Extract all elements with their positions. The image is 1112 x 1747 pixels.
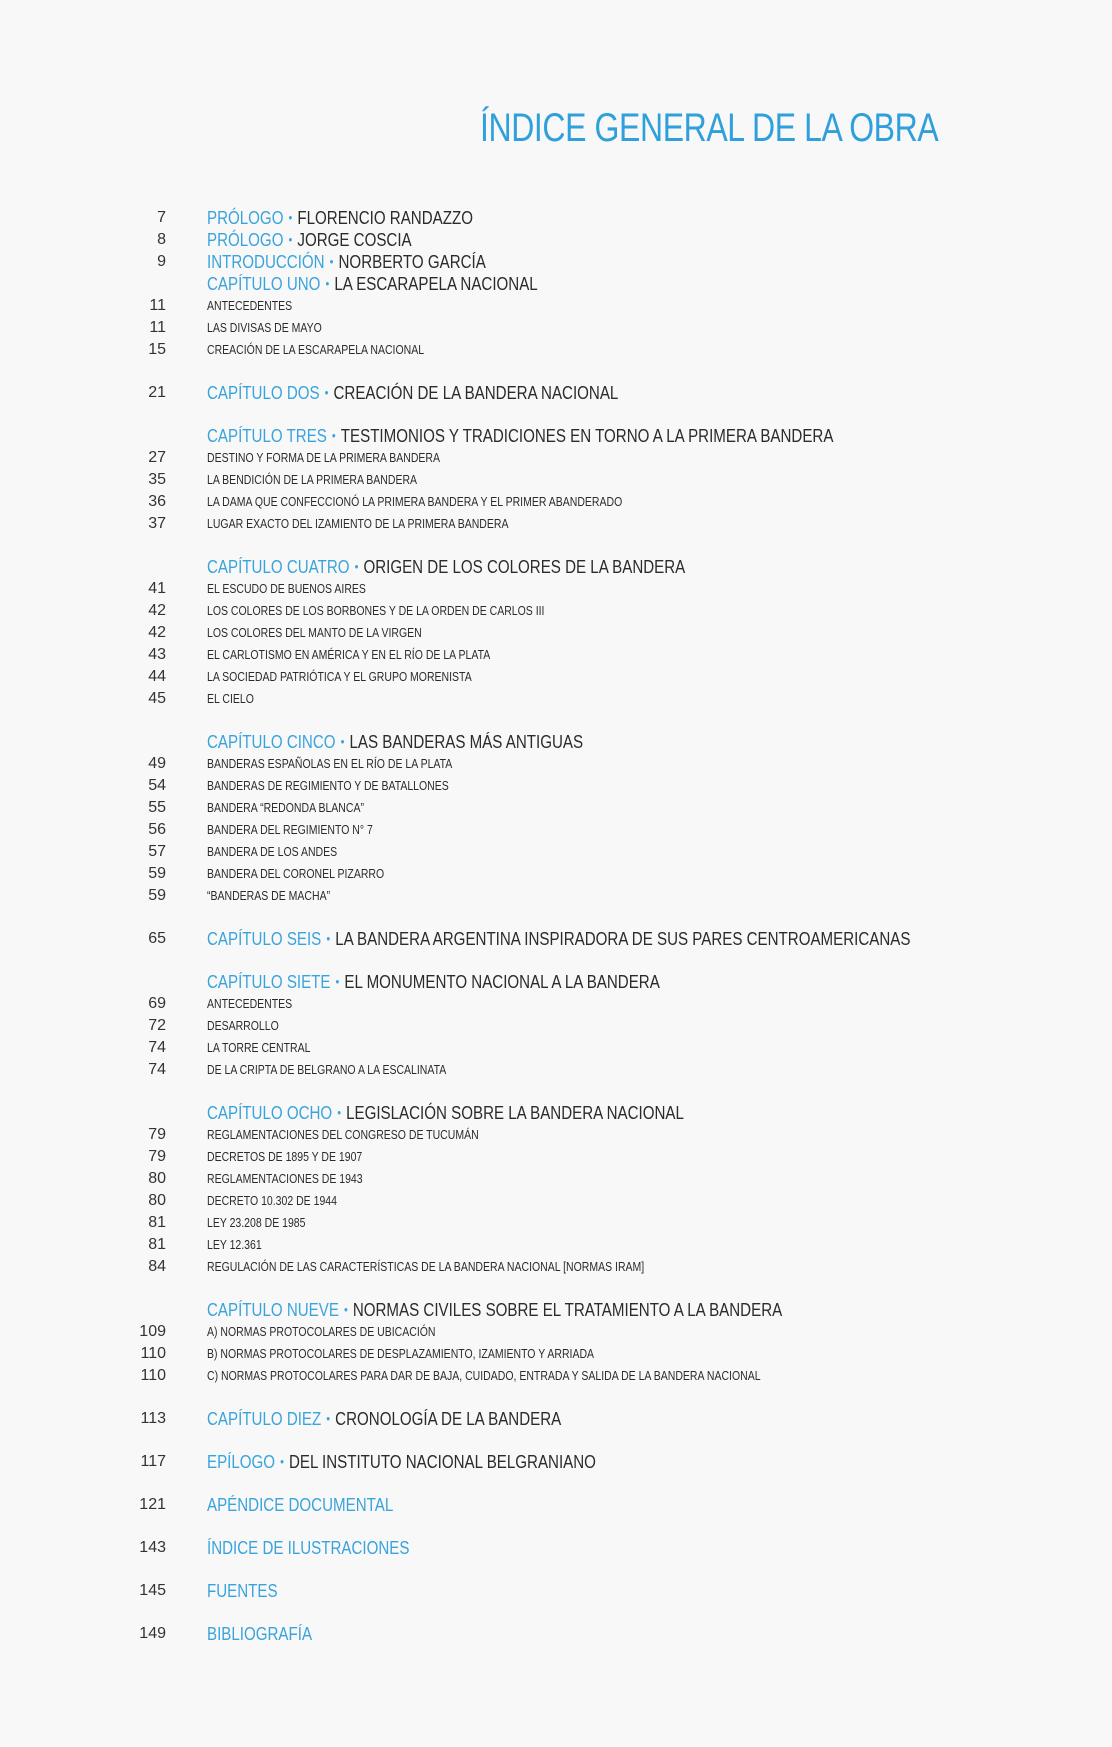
- entry-title: EL CARLOTISMO EN AMÉRICA Y EN EL RÍO DE LA PLATA: [207, 648, 491, 662]
- entry-title: LOS COLORES DEL MANTO DE LA VIRGEN: [207, 626, 422, 640]
- entry-content: [207, 1212, 305, 1234]
- entry-content: [207, 1365, 761, 1387]
- entry-content: [207, 1623, 312, 1645]
- section-label: CAPÍTULO DIEZ: [207, 1409, 322, 1429]
- toc-subentry-row: [0, 1124, 1112, 1146]
- page-number: 81: [148, 1214, 166, 1231]
- page-number: 79: [148, 1148, 166, 1165]
- entry-title: LOS COLORES DE LOS BORBONES Y DE LA ORDEN DE CARLOS III: [207, 604, 545, 618]
- page-number: 44: [148, 668, 166, 685]
- entry-title: EL MONUMENTO NACIONAL A LA BANDERA: [344, 972, 660, 992]
- page-number: 42: [148, 602, 166, 619]
- entry-title: LA BANDERA ARGENTINA INSPIRADORA DE SUS PARES CENTROAMERICANAS: [335, 929, 911, 949]
- entry-title: LEY 23.208 DE 1985: [207, 1216, 306, 1230]
- entry-title: LA SOCIEDAD PATRIÓTICA Y EL GRUPO MORENISTA: [207, 670, 472, 684]
- bullet-separator: •: [335, 974, 340, 989]
- toc-subentry-row: [0, 600, 1112, 622]
- entry-content: [207, 578, 366, 600]
- page-number: 84: [148, 1258, 166, 1275]
- toc-subentry-row: [0, 317, 1112, 339]
- page-number: 57: [148, 843, 166, 860]
- toc-subentry-row: [0, 666, 1112, 688]
- page-number: 74: [148, 1061, 166, 1078]
- page-number: 11: [149, 297, 166, 314]
- section-label: INTRODUCCIÓN: [207, 252, 325, 272]
- section-label: CAPÍTULO UNO: [207, 274, 321, 294]
- entry-content: [207, 731, 583, 755]
- toc-subentry-row: [0, 491, 1112, 513]
- page-number: 80: [148, 1170, 166, 1187]
- page-number: 121: [139, 1496, 166, 1513]
- toc-heading-row: [0, 1537, 1112, 1559]
- entry-content: [207, 469, 417, 491]
- entry-title: DESARROLLO: [207, 1019, 279, 1033]
- entry-title: C) NORMAS PROTOCOLARES PARA DAR DE BAJA, CUIDADO, ENTRADA Y SALIDA DE LA BANDERA NACIONAL: [207, 1369, 761, 1383]
- entry-content: [207, 1343, 594, 1365]
- entry-content: [207, 339, 424, 361]
- bullet-separator: •: [331, 428, 336, 443]
- page-number: 27: [148, 449, 166, 466]
- toc-heading-row: [0, 1102, 1112, 1124]
- entry-title: LEY 12.361: [207, 1238, 262, 1252]
- page-number: 59: [148, 865, 166, 882]
- entry-content: [207, 207, 473, 231]
- section-label: ÍNDICE DE ILUSTRACIONES: [207, 1538, 410, 1558]
- toc-subentry-row: [0, 753, 1112, 775]
- toc-subentry-row: [0, 1212, 1112, 1234]
- entry-content: [207, 317, 322, 339]
- toc-subentry-row: [0, 841, 1112, 863]
- page-number: 59: [148, 887, 166, 904]
- entry-title: LA ESCARAPELA NACIONAL: [334, 274, 538, 294]
- entry-content: [207, 753, 452, 775]
- entry-title: JORGE COSCIA: [297, 230, 412, 250]
- toc-heading-row: [0, 928, 1112, 950]
- page-number: 69: [148, 995, 166, 1012]
- toc-subentry-row: [0, 885, 1112, 907]
- toc-heading-row: [0, 731, 1112, 753]
- page-number: 74: [148, 1039, 166, 1056]
- page-number: 8: [157, 231, 166, 248]
- entry-content: [207, 666, 472, 688]
- entry-content: [207, 644, 490, 666]
- toc-subentry-row: [0, 1168, 1112, 1190]
- toc-subentry-row: [0, 797, 1112, 819]
- entry-content: [207, 382, 618, 406]
- entry-content: [207, 229, 412, 253]
- toc-heading-row: [0, 1580, 1112, 1602]
- table-of-contents: [0, 207, 1112, 1645]
- toc-subentry-row: [0, 1146, 1112, 1168]
- entry-content: [207, 688, 254, 710]
- entry-title: CRONOLOGÍA DE LA BANDERA: [335, 1409, 562, 1429]
- bullet-separator: •: [288, 232, 293, 247]
- toc-subentry-row: [0, 1059, 1112, 1081]
- bullet-separator: •: [340, 734, 345, 749]
- page-number: 113: [140, 1410, 166, 1427]
- toc-subentry-row: [0, 578, 1112, 600]
- entry-title: REGLAMENTACIONES DEL CONGRESO DE TUCUMÁN: [207, 1128, 479, 1142]
- entry-content: [207, 1321, 436, 1343]
- page-number: 42: [148, 624, 166, 641]
- page-number: 11: [149, 319, 166, 336]
- toc-heading-row: [0, 1408, 1112, 1430]
- page-title: ÍNDICE GENERAL DE LA OBRA: [480, 106, 939, 150]
- section-label: CAPÍTULO OCHO: [207, 1103, 333, 1123]
- entry-title: TESTIMONIOS Y TRADICIONES EN TORNO A LA PRIMERA BANDERA: [340, 426, 834, 446]
- toc-heading-row: [0, 229, 1112, 251]
- page-number: 35: [148, 471, 166, 488]
- entry-content: [207, 1190, 337, 1212]
- entry-title: REGLAMENTACIONES DE 1943: [207, 1172, 363, 1186]
- bullet-separator: •: [354, 559, 359, 574]
- bullet-separator: •: [326, 1411, 331, 1426]
- entry-content: [207, 1256, 644, 1278]
- entry-content: [207, 819, 373, 841]
- entry-title: BANDERA DEL REGIMIENTO N° 7: [207, 823, 373, 837]
- entry-content: [207, 1494, 393, 1516]
- section-label: EPÍLOGO: [207, 1452, 276, 1472]
- entry-title: NORMAS CIVILES SOBRE EL TRATAMIENTO A LA BANDERA: [352, 1300, 783, 1320]
- section-label: FUENTES: [207, 1581, 278, 1601]
- page-number: 9: [157, 253, 166, 270]
- entry-content: [207, 1408, 561, 1432]
- entry-title: DECRETO 10.302 DE 1944: [207, 1194, 337, 1208]
- toc-subentry-row: [0, 513, 1112, 535]
- toc-subentry-row: [0, 469, 1112, 491]
- toc-subentry-row: [0, 863, 1112, 885]
- entry-content: [207, 273, 538, 297]
- entry-title: NORBERTO GARCÍA: [338, 252, 486, 272]
- bullet-separator: •: [280, 1454, 284, 1469]
- page-number: 65: [148, 930, 166, 947]
- section-label: CAPÍTULO TRES: [207, 426, 327, 446]
- bullet-separator: •: [325, 276, 330, 291]
- page-number: 145: [139, 1582, 166, 1599]
- page-number: 81: [148, 1236, 166, 1253]
- entry-title: LA TORRE CENTRAL: [207, 1041, 311, 1055]
- entry-content: [207, 251, 486, 275]
- bullet-separator: •: [324, 385, 329, 400]
- bullet-separator: •: [288, 210, 293, 225]
- toc-heading-row: [0, 425, 1112, 447]
- entry-content: [207, 1124, 479, 1146]
- toc-subentry-row: [0, 447, 1112, 469]
- toc-subentry-row: [0, 1365, 1112, 1387]
- entry-title: LEGISLACIÓN SOBRE LA BANDERA NACIONAL: [346, 1103, 684, 1123]
- page-number: 45: [148, 690, 166, 707]
- entry-title: BANDERAS DE REGIMIENTO Y DE BATALLONES: [207, 779, 449, 793]
- toc-subentry-row: [0, 993, 1112, 1015]
- entry-title: ORIGEN DE LOS COLORES DE LA BANDERA: [363, 557, 686, 577]
- entry-content: [207, 1037, 310, 1059]
- entry-content: [207, 1580, 278, 1602]
- entry-content: [207, 841, 337, 863]
- entry-title: FLORENCIO RANDAZZO: [297, 208, 473, 228]
- toc-heading-row: [0, 1494, 1112, 1516]
- entry-content: [207, 295, 292, 317]
- entry-title: B) NORMAS PROTOCOLARES DE DESPLAZAMIENTO, IZAMIENTO Y ARRIADA: [207, 1347, 595, 1361]
- page-number: 55: [148, 799, 166, 816]
- toc-subentry-row: [0, 622, 1112, 644]
- toc-subentry-row: [0, 339, 1112, 361]
- toc-heading-row: [0, 207, 1112, 229]
- entry-title: DECRETOS DE 1895 Y DE 1907: [207, 1150, 363, 1164]
- entry-content: [207, 971, 660, 995]
- entry-title: ANTECEDENTES: [207, 997, 293, 1011]
- section-label: APÉNDICE DOCUMENTAL: [207, 1495, 394, 1515]
- toc-heading-row: [0, 1299, 1112, 1321]
- entry-title: LA DAMA QUE CONFECCIONÓ LA PRIMERA BANDERA Y EL PRIMER ABANDERADO: [207, 495, 623, 509]
- entry-content: [207, 1299, 782, 1323]
- bullet-separator: •: [337, 1105, 342, 1120]
- page-number: 54: [148, 777, 166, 794]
- entry-title: LAS DIVISAS DE MAYO: [207, 321, 322, 335]
- entry-title: CREACIÓN DE LA BANDERA NACIONAL: [333, 383, 619, 403]
- entry-content: [207, 797, 364, 819]
- page-number: 7: [157, 209, 166, 226]
- entry-title: LAS BANDERAS MÁS ANTIGUAS: [349, 732, 584, 752]
- section-label: PRÓLOGO: [207, 230, 284, 250]
- entry-title: CREACIÓN DE LA ESCARAPELA NACIONAL: [207, 343, 425, 357]
- toc-subentry-row: [0, 688, 1112, 710]
- section-label: BIBLIOGRAFÍA: [207, 1624, 313, 1644]
- entry-title: EL CIELO: [207, 692, 254, 706]
- entry-title: EL ESCUDO DE BUENOS AIRES: [207, 582, 366, 596]
- entry-content: [207, 1168, 363, 1190]
- entry-content: [207, 1451, 596, 1475]
- toc-subentry-row: [0, 1234, 1112, 1256]
- toc-subentry-row: [0, 1321, 1112, 1343]
- entry-title: DEL INSTITUTO NACIONAL BELGRANIANO: [288, 1452, 596, 1472]
- toc-heading-row: [0, 556, 1112, 578]
- page-number: 72: [148, 1017, 166, 1034]
- page-number: 143: [139, 1539, 166, 1556]
- bullet-separator: •: [329, 254, 334, 269]
- toc-heading-row: [0, 273, 1112, 295]
- toc-heading-row: [0, 251, 1112, 273]
- bullet-separator: •: [326, 931, 331, 946]
- toc-subentry-row: [0, 1343, 1112, 1365]
- entry-title: A) NORMAS PROTOCOLARES DE UBICACIÓN: [207, 1325, 436, 1339]
- entry-content: [207, 1537, 409, 1559]
- entry-content: [207, 447, 440, 469]
- page-number: 80: [148, 1192, 166, 1209]
- page-number: 15: [148, 341, 166, 358]
- page-number: 110: [140, 1367, 166, 1384]
- page-number: 36: [148, 493, 166, 510]
- page-number: 110: [140, 1345, 166, 1362]
- entry-content: [207, 622, 422, 644]
- page-number: 149: [139, 1625, 166, 1642]
- section-label: CAPÍTULO SIETE: [207, 972, 331, 992]
- entry-content: [207, 1015, 279, 1037]
- toc-subentry-row: [0, 644, 1112, 666]
- toc-heading-row: [0, 1623, 1112, 1645]
- entry-title: DESTINO Y FORMA DE LA PRIMERA BANDERA: [207, 451, 441, 465]
- entry-title: LUGAR EXACTO DEL IZAMIENTO DE LA PRIMERA BANDERA: [207, 517, 509, 531]
- page-number: 117: [140, 1453, 166, 1470]
- toc-subentry-row: [0, 1256, 1112, 1278]
- page-number: 41: [148, 580, 166, 597]
- entry-content: [207, 491, 622, 513]
- entry-content: [207, 556, 685, 580]
- entry-content: [207, 1102, 684, 1126]
- bullet-separator: •: [343, 1302, 348, 1317]
- section-label: CAPÍTULO NUEVE: [207, 1300, 339, 1320]
- entry-content: [207, 928, 910, 952]
- entry-title: BANDERA DE LOS ANDES: [207, 845, 338, 859]
- entry-title: BANDERA “REDONDA BLANCA”: [207, 801, 364, 815]
- toc-subentry-row: [0, 819, 1112, 841]
- toc-heading-row: [0, 1451, 1112, 1473]
- entry-title: DE LA CRIPTA DE BELGRANO A LA ESCALINATA: [207, 1063, 447, 1077]
- entry-content: [207, 993, 292, 1015]
- page-number: 109: [139, 1323, 166, 1340]
- entry-content: [207, 600, 544, 622]
- page-number: 49: [148, 755, 166, 772]
- entry-content: [207, 863, 384, 885]
- entry-content: [207, 775, 449, 797]
- section-label: CAPÍTULO DOS: [207, 383, 320, 403]
- page-number: 21: [148, 384, 166, 401]
- entry-title: LA BENDICIÓN DE LA PRIMERA BANDERA: [207, 473, 418, 487]
- toc-subentry-row: [0, 1190, 1112, 1212]
- entry-title: “BANDERAS DE MACHA”: [207, 889, 331, 903]
- entry-title: REGULACIÓN DE LAS CARACTERÍSTICAS DE LA BANDERA NACIONAL [NORMAS IRAM]: [207, 1260, 645, 1274]
- toc-subentry-row: [0, 1015, 1112, 1037]
- entry-title: BANDERAS ESPAÑOLAS EN EL RÍO DE LA PLATA: [207, 757, 453, 771]
- section-label: CAPÍTULO CUATRO: [207, 557, 350, 577]
- page-number: 56: [148, 821, 166, 838]
- toc-subentry-row: [0, 775, 1112, 797]
- entry-content: [207, 425, 833, 449]
- page-number: 43: [148, 646, 166, 663]
- section-label: CAPÍTULO CINCO: [207, 732, 336, 752]
- entry-content: [207, 1146, 362, 1168]
- toc-subentry-row: [0, 1037, 1112, 1059]
- entry-content: [207, 885, 330, 907]
- entry-content: [207, 513, 508, 535]
- entry-title: BANDERA DEL CORONEL PIZARRO: [207, 867, 385, 881]
- toc-subentry-row: [0, 295, 1112, 317]
- section-label: PRÓLOGO: [207, 208, 284, 228]
- page-number: 37: [148, 515, 166, 532]
- entry-title: ANTECEDENTES: [207, 299, 293, 313]
- entry-content: [207, 1234, 262, 1256]
- toc-heading-row: [0, 971, 1112, 993]
- page-number: 79: [148, 1126, 166, 1143]
- section-label: CAPÍTULO SEIS: [207, 929, 322, 949]
- entry-content: [207, 1059, 446, 1081]
- toc-heading-row: [0, 382, 1112, 404]
